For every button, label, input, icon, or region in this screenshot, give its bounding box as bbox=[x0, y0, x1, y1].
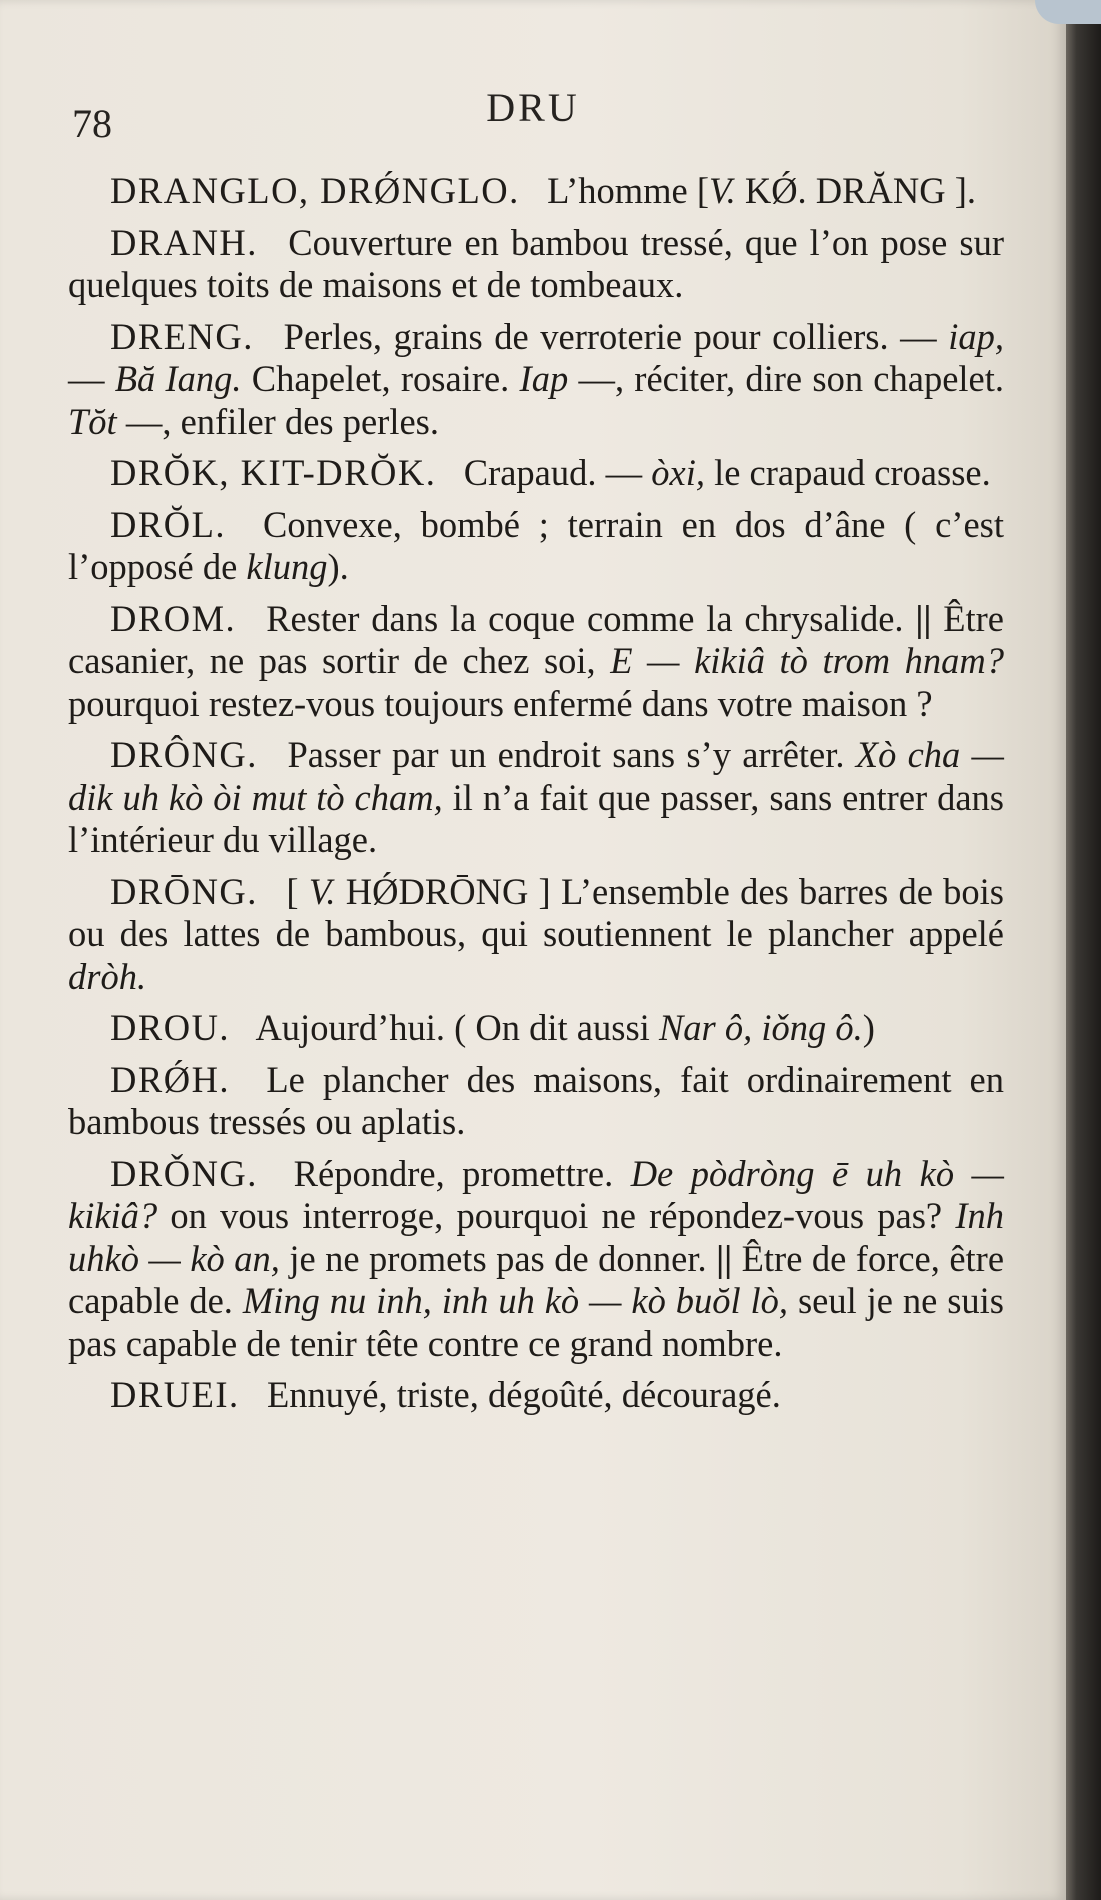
entry-drom bbox=[68, 598, 1004, 726]
headword: DRANGLO, DRǾNGLO. bbox=[110, 170, 520, 211]
page-number: 78 bbox=[72, 101, 112, 146]
definition-text: [ bbox=[286, 870, 299, 912]
definition-text: le crapaud croasse. bbox=[714, 452, 991, 493]
definition-text: HǾDRŌNG ] L’ensemble des barres de bois ou des lattes de bambous, qui soutiennent le plancher appelé bbox=[68, 870, 1004, 954]
example-phrase: klung bbox=[246, 546, 328, 587]
example-phrase: Xò cha — dik uh kò òi mut tò cham, bbox=[68, 734, 1005, 818]
definition-text: je ne promets pas de donner. bbox=[289, 1237, 707, 1279]
definition-text: il n’a fait que passer, sans entrer dans l’intérieur du village. bbox=[68, 776, 1005, 860]
definition-text: Ennuyé, triste, dégoûté, découragé. bbox=[267, 1374, 781, 1415]
dictionary-entries bbox=[68, 170, 1004, 1426]
headword: DRŎK, KIT-DRŎK. bbox=[110, 452, 437, 493]
definition-text: ) bbox=[862, 1007, 875, 1048]
entry-drok bbox=[68, 452, 1004, 495]
definition-text: Passer par un endroit sans s’y arrêter. bbox=[287, 734, 845, 775]
definition-text: —, enfiler des perles. bbox=[125, 400, 440, 442]
definition-text: Le plancher des maisons, fait ordinairement en bambous tressés ou aplatis. bbox=[68, 1058, 1004, 1142]
definition-text: KǾ. DRĂNG ]. bbox=[744, 170, 976, 211]
headword: DROU. bbox=[110, 1007, 231, 1048]
definition-text: Chapelet, rosaire. bbox=[251, 358, 510, 399]
example-phrase: De pòdròng ē uh kò — kikiâ? bbox=[68, 1152, 1005, 1236]
definition-text: Crapaud. — bbox=[463, 452, 643, 493]
headword: DRÔNG. bbox=[110, 734, 258, 775]
example-phrase: Bă Iang. bbox=[114, 358, 242, 399]
definition-text: Convexe, bombé ; terrain en dos d’âne ( c’est l’opposé de bbox=[68, 503, 1004, 587]
entry-drong-passer bbox=[68, 734, 1004, 862]
definition-text: — bbox=[68, 358, 105, 399]
example-phrase: Iap bbox=[519, 358, 569, 399]
sense-separator: || bbox=[716, 1237, 733, 1279]
entry-drong-repondre bbox=[68, 1153, 1004, 1366]
headword: DRUEI. bbox=[110, 1374, 240, 1415]
entry-druei bbox=[68, 1374, 1004, 1417]
definition-text: Perles, grains de verroterie pour colliers. — bbox=[283, 315, 937, 357]
cross-reference-marker: V. bbox=[308, 870, 336, 912]
definition-text: Être de force, être capable de. bbox=[68, 1237, 1005, 1321]
definition-text: Aujourd’hui. ( On dit aussi bbox=[255, 1007, 650, 1048]
entry-dreng bbox=[68, 316, 1004, 444]
entry-drou bbox=[68, 1007, 1004, 1050]
headword: DRǾH. bbox=[110, 1058, 231, 1100]
entry-drong-barres bbox=[68, 871, 1004, 999]
example-phrase: Inh uhkò — kò an, bbox=[68, 1195, 1004, 1279]
definition-text: Répondre, promettre. bbox=[293, 1152, 614, 1194]
headword: DRŎL. bbox=[110, 503, 226, 545]
definition-text: on vous interroge, pourquoi ne répondez-vous pas? bbox=[170, 1195, 943, 1236]
example-phrase: Nar ô, iǒng ô. bbox=[658, 1007, 863, 1048]
cross-reference-marker: V. bbox=[709, 170, 736, 211]
sense-separator: || bbox=[915, 597, 932, 639]
definition-text: seul je ne suis pas capable de tenir tête contre ce grand nombre. bbox=[68, 1280, 1004, 1364]
example-phrase: dròh. bbox=[68, 955, 147, 997]
definition-text: Rester dans la coque comme la chrysalide. bbox=[266, 597, 904, 639]
book-binding bbox=[1066, 0, 1101, 1900]
example-phrase: Ming nu inh, inh uh kò — kò buŏl lò, bbox=[242, 1280, 789, 1321]
headword: DRǑNG. bbox=[110, 1152, 258, 1194]
running-head: DRU bbox=[486, 85, 580, 130]
headword: DRŌNG. bbox=[110, 870, 258, 912]
example-phrase: òxi, bbox=[651, 452, 705, 493]
example-phrase: E — kikiâ tò trom hnam? bbox=[610, 640, 1004, 681]
definition-text: Couverture en bambou tressé, que l’on pose sur quelques toits de maisons et de tombeaux. bbox=[68, 221, 1004, 305]
entry-dranglo bbox=[68, 170, 1004, 213]
definition-text: pourquoi restez-vous toujours enfermé dans votre maison ? bbox=[68, 682, 933, 724]
definition-text: L’homme [ bbox=[547, 170, 709, 211]
headword: DRANH. bbox=[110, 221, 258, 263]
entry-drol bbox=[68, 504, 1004, 589]
headword: DROM. bbox=[110, 597, 237, 639]
entry-dranh bbox=[68, 222, 1004, 307]
headword: DRENG. bbox=[110, 315, 254, 357]
example-phrase: iap, bbox=[948, 315, 1005, 357]
definition-text: Être casanier, ne pas sortir de chez soi, bbox=[68, 597, 1004, 681]
entry-droh bbox=[68, 1059, 1004, 1144]
definition-text: —, réciter, dire son chapelet. bbox=[578, 358, 1005, 399]
example-phrase: Tŏt bbox=[68, 400, 117, 442]
definition-text: ). bbox=[327, 546, 349, 587]
